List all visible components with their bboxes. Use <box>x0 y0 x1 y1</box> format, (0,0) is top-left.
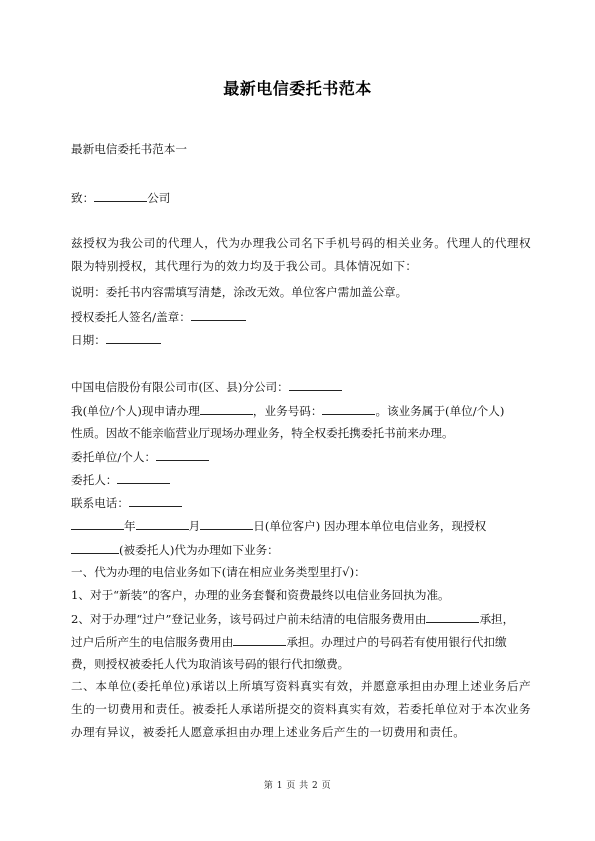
client-line: 委托单位/个人： <box>71 447 531 466</box>
page-number: 第 1 页 共 2 页 <box>263 781 332 791</box>
date-line: 日期： <box>71 330 531 349</box>
branch-line: 中国电信股份有限公司市(区、县)分公司： <box>71 377 531 396</box>
item-one: 1、对于“新装”的客户，办理的业务套餐和资费最终以电信业务回执为准。 <box>71 588 450 602</box>
authorized-agent-blank <box>71 540 119 554</box>
post-transfer-payer-blank <box>233 632 286 646</box>
document-subtitle: 最新电信委托书范本一 <box>71 142 187 156</box>
apply-line-2: 性质。因故不能亲临营业厅现场办理业务，特全权委托携委托书前来办理。 <box>71 426 454 440</box>
day-blank <box>200 516 253 530</box>
agent-line: 委托人： <box>71 470 531 489</box>
service-blank <box>200 401 253 415</box>
intro-paragraph: 兹授权为我公司的代理人，代为办理我公司名下手机号码的相关业务。代理人的代理权限为特别授权，其代理行为的效力均及于我公司。具体情况如下： <box>71 236 531 273</box>
section-two-paragraph: 二、本单位(委托单位)承诺以上所填写资料真实有效，并愿意承担由办理上述业务后产生的一切费用和责任。被委托人承诺所提交的资料真实有效，若委托单位对于本次业务办理有异议，被委托人愿意承担由办理上述业务后产生的一切费用和责任。 <box>71 679 531 739</box>
authorized-agent-line: (被委托人)代为办理如下业务： <box>71 540 531 559</box>
signature-blank <box>191 307 246 321</box>
item-two-line-2: 过户后所产生的电信服务费用由 承担。办理过户的号码若有使用银行代扣缴 <box>71 632 531 651</box>
month-blank <box>136 516 189 530</box>
agent-blank <box>117 470 170 484</box>
date-blank <box>106 330 161 344</box>
pre-transfer-payer-blank <box>426 609 479 623</box>
page-title: 最新电信委托书范本 <box>223 79 372 98</box>
date-auth-line: 年 月 日(单位客户) 因办理本单位电信业务，现授权 <box>71 516 531 535</box>
item-two-line-1: 2、对于办理“过户”登记业务，该号码过户前未结清的电信服务费用由 承担， <box>71 609 531 628</box>
signature-line: 授权委托人签名/盖章： <box>71 307 531 326</box>
item-two-line-3: 费，则授权被委托人代为取消该号码的银行代扣缴费。 <box>71 657 350 671</box>
client-blank <box>156 447 209 461</box>
number-blank <box>322 401 375 415</box>
addressee-line: 致： 公司 <box>71 188 531 207</box>
phone-line: 联系电话： <box>71 493 531 512</box>
branch-blank <box>289 377 342 391</box>
section-one-heading: 一、代为办理的电信业务如下(请在相应业务类型里打√)： <box>71 565 366 579</box>
note-line: 说明：委托书内容需填写清楚，涂改无效。单位客户需加盖公章。 <box>71 285 408 299</box>
apply-line-1: 我(单位/个人)现申请办理 ，业务号码： 。该业务属于(单位/个人) <box>71 401 531 420</box>
phone-blank <box>129 493 182 507</box>
company-blank <box>94 188 147 202</box>
year-blank <box>71 516 124 530</box>
